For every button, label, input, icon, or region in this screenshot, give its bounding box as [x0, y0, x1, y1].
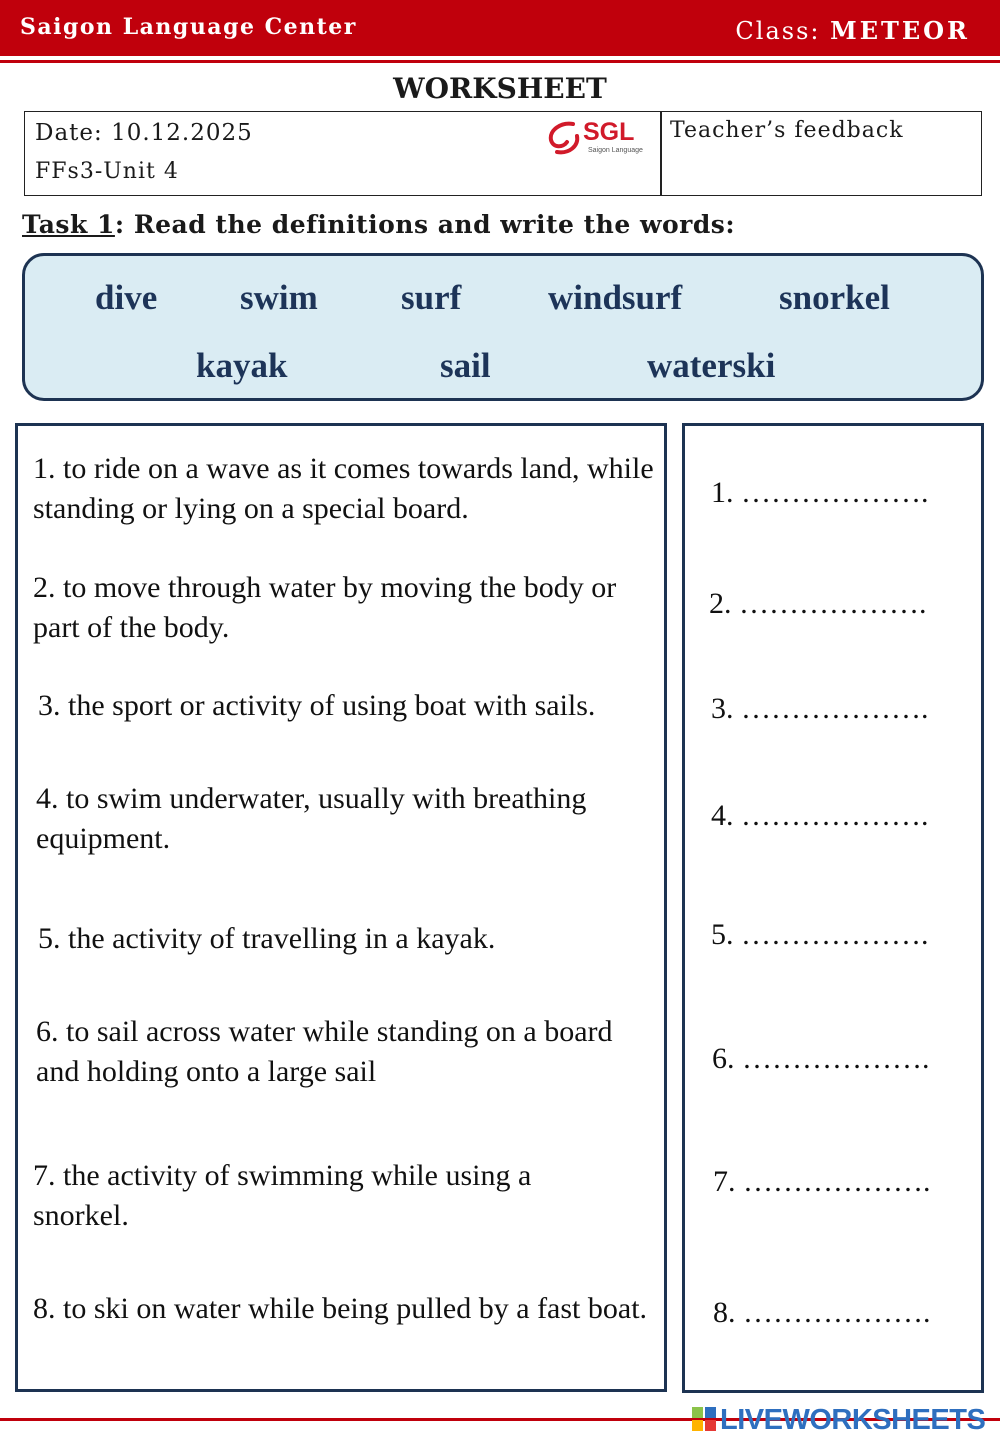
teacher-feedback-label: Teacher’s feedback [670, 118, 904, 143]
page-title: WORKSHEET [393, 72, 607, 105]
liveworksheets-icon [692, 1407, 716, 1431]
definition-7: 7. the activity of swimming while using a snorkel. [33, 1159, 532, 1232]
liveworksheets-text: LIVEWORKSHEETS [720, 1404, 986, 1436]
task-instruction: : Read the definitions and write the words: [114, 210, 736, 239]
definition-2: 2. to move through water by moving the body or part of the body. [33, 571, 617, 644]
liveworksheets-logo [692, 1403, 992, 1437]
sgl-swoosh-icon [543, 118, 583, 158]
word-kayak: kayak [196, 346, 288, 385]
sgl-logo [543, 118, 651, 158]
answer-blank-2[interactable]: 2. ………………. [709, 587, 927, 620]
definition-5: 5. the activity of travelling in a kayak. [38, 922, 496, 955]
school-name: Saigon Language Center [20, 14, 357, 40]
word-surf: surf [401, 278, 462, 317]
definitions-box [15, 423, 667, 1392]
answer-blank-8[interactable]: 8. ………………. [713, 1296, 931, 1329]
task-number: Task 1 [22, 210, 115, 239]
class-info [735, 16, 970, 45]
header-divider [0, 60, 1000, 63]
answer-blank-4[interactable]: 4. ………………. [711, 799, 929, 832]
word-windsurf: windsurf [548, 278, 683, 317]
class-value: METEOR [830, 16, 970, 45]
task-heading [22, 210, 735, 239]
answers-box [682, 423, 984, 1393]
definition-3: 3. the sport or activity of using boat with sails. [38, 689, 596, 722]
word-snorkel: snorkel [779, 278, 890, 317]
answer-blank-3[interactable]: 3. ………………. [711, 692, 929, 725]
logo-subtitle: Saigon Language [588, 147, 643, 154]
definition-8: 8. to ski on water while being pulled by a fast boat. [33, 1292, 648, 1325]
word-sail: sail [440, 346, 491, 385]
word-dive: dive [95, 278, 158, 317]
word-waterski: waterski [647, 346, 776, 385]
answer-blank-1[interactable]: 1. ………………. [711, 476, 929, 509]
logo-text: SGL [583, 118, 635, 146]
answer-blank-7[interactable]: 7. ………………. [713, 1165, 931, 1198]
date-text: Date: 10.12.2025 [35, 120, 253, 146]
unit-text: FFs3-Unit 4 [35, 159, 179, 184]
definition-4: 4. to swim underwater, usually with breathing equipment. [36, 782, 587, 855]
definition-6: 6. to sail across water while standing on a board and holding onto a large sail [36, 1015, 613, 1088]
answer-blank-5[interactable]: 5. ………………. [711, 918, 929, 951]
class-label: Class: [735, 17, 821, 45]
answer-blank-6[interactable]: 6. ………………. [712, 1042, 930, 1075]
info-divider [660, 112, 662, 195]
definition-1: 1. to ride on a wave as it comes towards land, while standing or lying on a special board. [33, 452, 654, 525]
info-box [24, 111, 982, 196]
word-swim: swim [240, 278, 318, 317]
word-bank [22, 253, 984, 401]
